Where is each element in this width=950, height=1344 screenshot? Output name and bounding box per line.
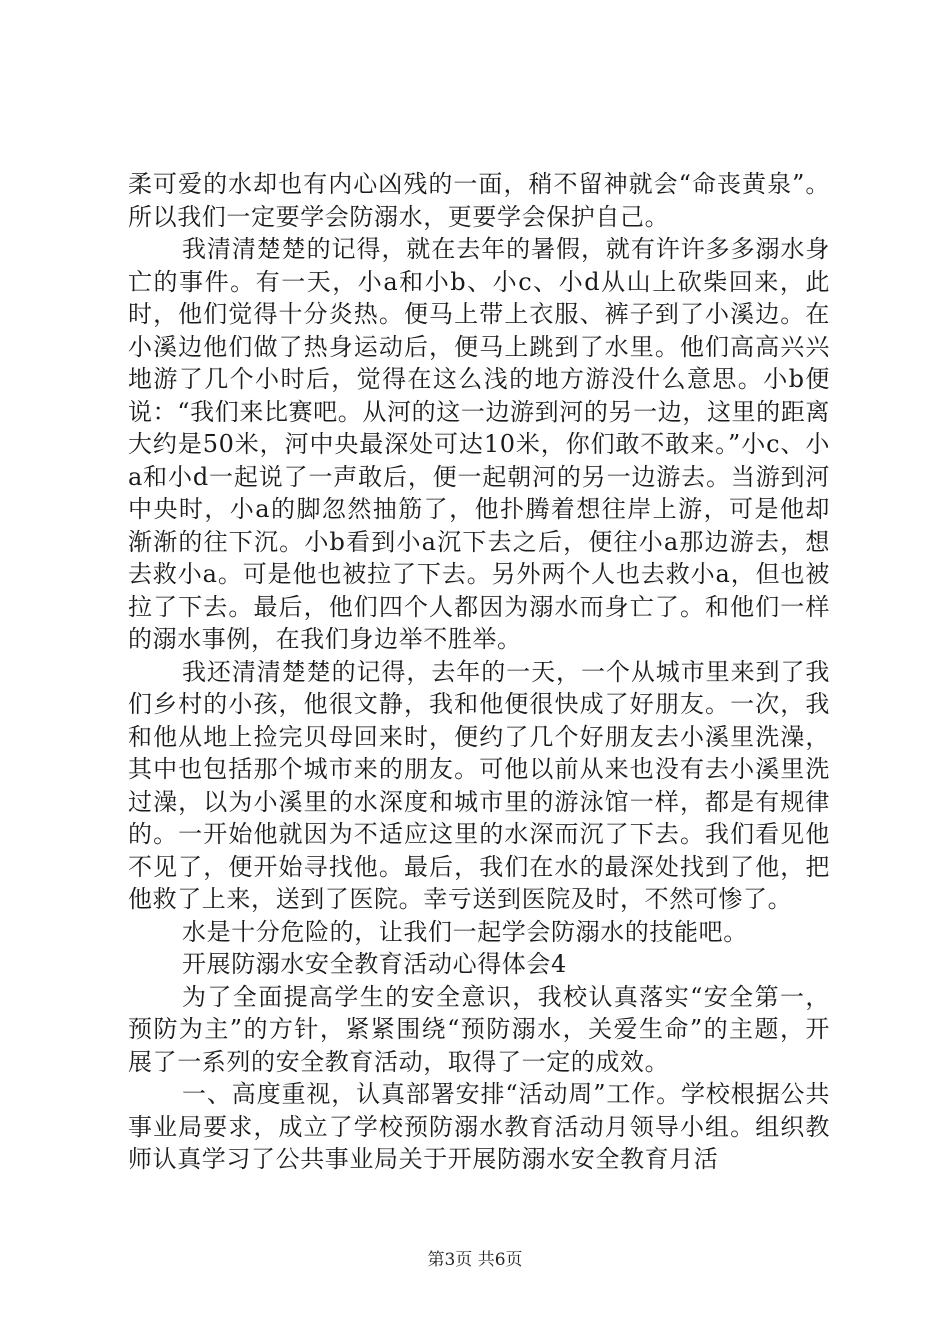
paragraph-summer-incident: 我清清楚楚的记得，就在去年的暑假，就有许许多多溺水身亡的事件。有一天，小a和小b、小c、小d从山上砍柴回来，此时，他们觉得十分炎热。便马上带上衣服、裤子到了小溪边。在小溪边他们做了热身运动后，便马上跳到了水里。他们高高兴兴地游了几个小时后，觉得在这么浅的地方游没什么意思。小b便说：“我们来比赛吧。从河的这一边游到河的另一边，这里的距离大约是50米，河中央最深处可达10米，你们敢不敢来。”小c、小a和小d一起说了一声敢后，便一起朝河的另一边游去。当游到河中央时，小a的脚忽然抽筋了，他扑腾着想往岸上游，可是他却渐渐的往下沉。小b看到小a沉下去之后，便往小a那边游去，想去救小a。可是他也被拉了下去。另外两个人也去救小a，但也被拉了下去。最后，他们四个人都因为溺水而身亡了。和他们一样的溺水事例，在我们身边举不胜举。: [128, 235, 830, 653]
paragraph-continuation: 柔可爱的水却也有内心凶残的一面，稍不留神就会“命丧黄泉”。所以我们一定要学会防溺水，更要学会保护自己。: [128, 170, 830, 231]
section-heading: 开展防溺水安全教育活动心得体会4: [182, 950, 567, 978]
document-body: [128, 168, 830, 1176]
paragraph-city-friend: 我还清清楚楚的记得，去年的一天，一个从城市里来到了我们乡村的小孩，他很文静，我和他便很快成了好朋友。一次，我和他从地上捡完贝母回来时，便约了几个好朋友去小溪里洗澡，其中也包括那个城市来的朋友。可他以前从来也没有去小溪里洗过澡，以为小溪里的水深度和城市里的游泳馆一样，都是有规律的。一开始他就因为不适应这里的水深而沉了下去。我们看见他不见了，便开始寻找他。最后，我们在水的最深处找到了他，把他救了上来，送到了医院。幸亏送到医院及时，不然可惨了。: [128, 657, 830, 913]
paragraph-intro: 为了全面提高学生的安全意识，我校认真落实“安全第一，预防为主”的方针，紧紧围绕“预防溺水，关爱生命”的主题，开展了一系列的安全教育活动，取得了一定的成效。: [128, 982, 830, 1076]
paragraph-point-one: 一、高度重视，认真部署安排“活动周”工作。学校根据公共事业局要求，成立了学校预防溺水教育活动月领导小组。组织教师认真学习了公共事业局关于开展防溺水安全教育月活: [128, 1080, 830, 1173]
paragraph-conclusion: 水是十分危险的，让我们一起学会防溺水的技能吧。: [182, 917, 748, 946]
page-number-footer: 第3页 共6页: [427, 1250, 523, 1270]
